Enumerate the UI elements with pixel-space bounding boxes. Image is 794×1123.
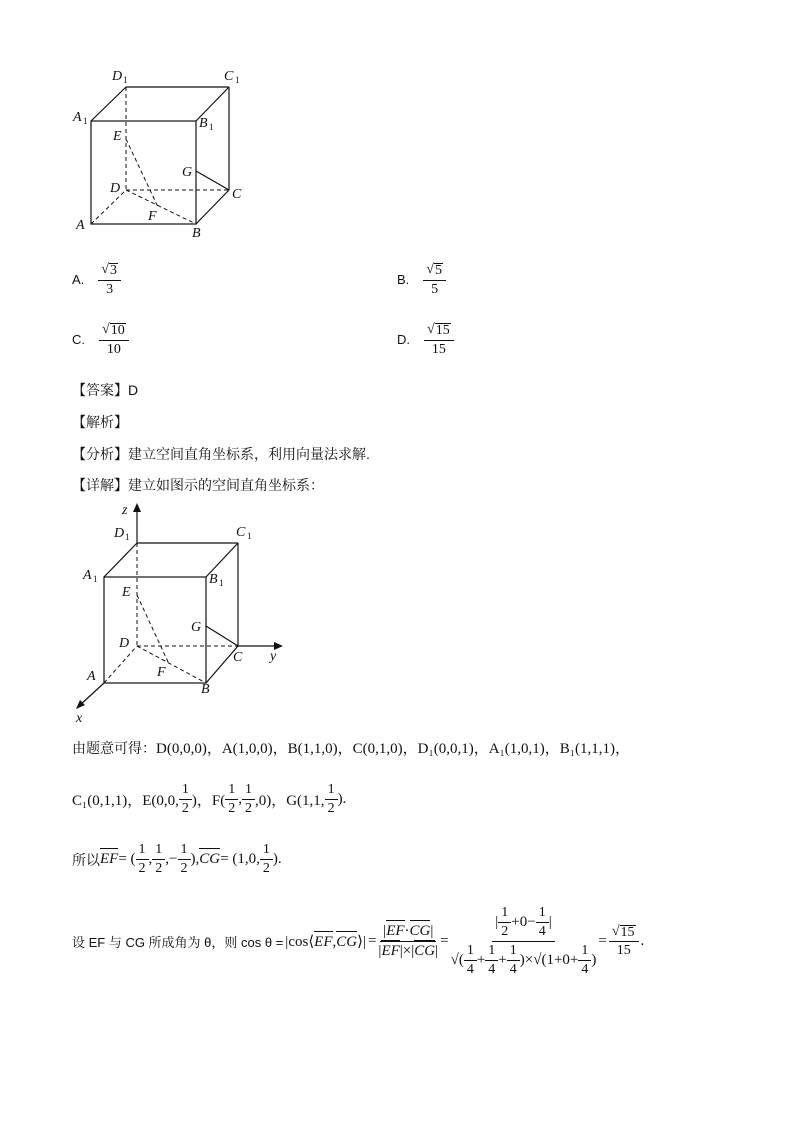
numerator: 1	[179, 782, 192, 800]
sub-1: 1	[235, 75, 240, 85]
radicand: 5	[434, 263, 442, 278]
answer-value: D	[128, 382, 139, 398]
ef-value-b: ,−	[165, 851, 178, 867]
label-d1: D	[112, 69, 123, 84]
option-fraction: √ 10 10	[99, 322, 129, 358]
numerator: 1	[464, 943, 477, 961]
coords-intro: 由题意可得：	[72, 740, 156, 756]
cube-figure-2	[70, 500, 290, 729]
result-fraction: √ 15 15	[609, 924, 639, 960]
option-d[interactable]	[397, 322, 454, 358]
equals: =	[367, 933, 377, 949]
option-c[interactable]	[72, 322, 129, 358]
option-fraction: √ 5 5	[423, 262, 446, 298]
label-g: G	[182, 165, 193, 180]
numerator: 1	[498, 905, 511, 923]
option-letter: D.	[397, 332, 410, 348]
denominator: 5	[431, 281, 439, 297]
coords-line-1	[72, 737, 630, 758]
label-g: G	[191, 620, 202, 635]
plus: +	[476, 952, 486, 968]
denominator: 2	[244, 801, 252, 816]
numerator: 1	[325, 782, 338, 800]
label-d: D	[119, 636, 130, 651]
label-d1: D	[114, 526, 125, 541]
option-a[interactable]	[72, 262, 121, 298]
denominator: 2	[327, 801, 335, 816]
vector-cg: CG	[336, 934, 358, 950]
denominator: 2	[155, 861, 163, 876]
numerator: 1	[485, 943, 498, 961]
coords-list-2c: ,0)，G(1,1,	[254, 793, 325, 809]
radicand: 10	[110, 323, 125, 338]
cube-diagram-1	[70, 64, 250, 244]
sub-1: 1	[123, 75, 128, 85]
period: .	[640, 933, 645, 949]
set-text: 设 EF 与 CG 所成角为 θ，则 cos θ =	[72, 935, 284, 950]
sub-1: 1	[247, 531, 252, 541]
option-fraction: √ 15 15	[424, 322, 454, 358]
calc-fraction: | $\frac{1}{2}$ +0− $\frac{1}{4}$ | √( $\frac{1}{4}$ + $\frac{1}{4}$ + $\frac{1}{4}$ ) × √( 1+0+ $\frac{1}{4}$ )	[450, 905, 597, 977]
frac-half	[325, 782, 338, 817]
calc-num-ops: +0−	[511, 914, 536, 930]
radicand: 15	[620, 924, 635, 940]
denominator: 4	[538, 924, 546, 939]
sub-1: 1	[83, 116, 88, 126]
label-d: D	[110, 181, 121, 196]
xiangjie-label: 【详解】	[72, 477, 128, 493]
sub-1: 1	[125, 532, 130, 542]
times: ×	[402, 943, 412, 959]
equals: =	[440, 933, 449, 949]
numerator: 1	[578, 943, 591, 961]
label-c: C	[233, 650, 243, 665]
numerator: 1	[136, 842, 149, 860]
cube-figure-1	[70, 64, 250, 248]
denominator: 3	[106, 281, 114, 297]
label-a1: A	[83, 568, 92, 583]
coords-list-2b: )，F(	[191, 793, 226, 809]
denominator: 2	[181, 801, 189, 816]
label-c1: C	[236, 525, 246, 540]
denominator: 2	[262, 861, 270, 876]
option-fraction: √ 3 3	[98, 262, 121, 298]
label-c: C	[232, 187, 242, 202]
plus: +	[498, 952, 507, 968]
cos-abs: |cos⟨EF,CG⟩|	[285, 934, 366, 950]
calc-den-c: 1+0+	[546, 952, 579, 968]
sub-1: 1	[93, 574, 98, 584]
vector-cg: CG	[414, 943, 436, 959]
vector-ef: EF	[314, 934, 333, 950]
comma: ,	[238, 791, 242, 807]
numerator: 1	[178, 842, 191, 860]
fenxi-text: 建立空间直角坐标系，利用向量法求解.	[128, 446, 370, 462]
vectors-line: 所以 EF = ( $\frac{1}{2}$ , $\frac{1}{2}$ ,− $\frac{1}{2}$ ) , CG = (1,0, $\frac{1}{2}$ ).	[72, 842, 282, 876]
label-f: F	[148, 209, 157, 224]
coords-list-1: D(0,0,0)，A(1,0,0)，B(1,1,0)，C(0,1,0)，D₁(0,0,1)，A₁(1,0,1)，B₁(1,1,1)，	[156, 741, 630, 757]
frac-half	[152, 842, 165, 877]
numerator: 1	[536, 905, 549, 923]
vector-ef: EF	[386, 923, 405, 939]
equals: =	[598, 933, 607, 949]
fenxi-label: 【分析】	[72, 446, 128, 462]
sub-1: 1	[209, 122, 214, 132]
label-a: A	[87, 669, 96, 684]
denominator: 4	[488, 962, 496, 977]
label-b: B	[192, 226, 201, 241]
numerator: 1	[260, 842, 273, 860]
times: ×	[524, 952, 534, 968]
frac-half	[179, 782, 192, 817]
frac-half	[178, 842, 191, 877]
label-b: B	[201, 682, 210, 697]
label-b1: B	[209, 572, 218, 587]
label-f: F	[157, 665, 166, 680]
denominator: 2	[501, 924, 509, 939]
coords-list-2d: ).	[337, 791, 347, 807]
suoyi-text: 所以	[72, 851, 100, 868]
dot: ·	[404, 923, 410, 939]
comma: ,	[148, 851, 153, 867]
denominator: 2	[138, 861, 146, 876]
frac-half	[136, 842, 149, 877]
label-a: A	[76, 218, 85, 233]
analysis-label: 【解析】	[72, 414, 128, 430]
denominator: 4	[509, 962, 517, 977]
frac-half	[260, 842, 273, 877]
coords-list-2a: C₁(0,1,1)，E(0,0,	[72, 793, 179, 809]
option-letter: A.	[72, 272, 85, 288]
option-letter: C.	[72, 332, 85, 348]
comma: ,	[195, 851, 200, 867]
denominator: 10	[106, 341, 121, 357]
denominator: 2	[228, 801, 236, 816]
option-b[interactable]	[397, 262, 446, 298]
axis-y-label: y	[270, 649, 277, 664]
numerator: 1	[507, 943, 520, 961]
radicand: 15	[435, 323, 450, 338]
cube-diagram-2	[70, 500, 290, 725]
vector-ef: EF	[100, 851, 119, 867]
answer-line	[72, 380, 138, 400]
denominator: 4	[466, 962, 474, 977]
cos-fraction: $\frac{|EF\cdot CG|}{|EF|\times|CG|}$	[378, 923, 439, 959]
fenxi-line	[72, 444, 370, 464]
xiangjie-line	[72, 475, 324, 495]
label-b1: B	[199, 116, 208, 131]
vector-cg: CG	[199, 851, 221, 867]
xiangjie-text: 建立如图示的空间直角坐标系：	[128, 477, 324, 493]
cg-value-a: = (1,0,	[220, 851, 260, 867]
numerator: 1	[225, 782, 238, 800]
frac-half	[225, 782, 238, 817]
axis-z-label: z	[122, 503, 128, 518]
label-e: E	[113, 129, 122, 144]
cos-word: cos	[288, 934, 309, 950]
denominator: 4	[581, 962, 589, 977]
vector-cg: CG	[409, 923, 431, 939]
frac-half	[242, 782, 255, 817]
radicand: 3	[109, 263, 117, 278]
label-a1: A	[73, 110, 82, 125]
option-letter: B.	[397, 272, 410, 288]
numerator: 1	[242, 782, 255, 800]
vector-ef: EF	[381, 943, 400, 959]
coords-line-2	[72, 782, 346, 817]
label-e: E	[122, 585, 131, 600]
label-c1: C	[224, 69, 234, 84]
denominator: 15	[616, 943, 631, 959]
answer-label: 【答案】	[72, 382, 128, 398]
cosine-line	[72, 905, 644, 978]
axis-x-label: x	[76, 711, 83, 725]
denominator: 2	[180, 861, 188, 876]
numerator: 1	[152, 842, 165, 860]
denominator: 15	[431, 341, 446, 357]
sub-1: 1	[219, 578, 224, 588]
ef-value-a: = (	[118, 851, 136, 867]
